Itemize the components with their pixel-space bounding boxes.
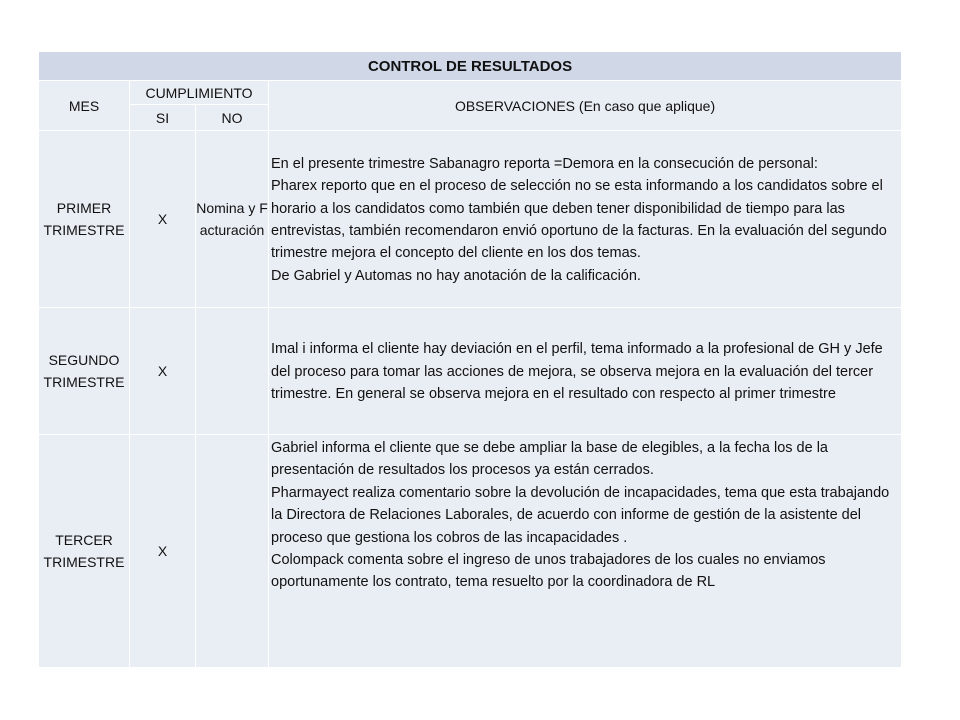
month-line2: TRIMESTRE: [43, 554, 125, 570]
no-cell: [196, 308, 269, 435]
table-row: [39, 131, 902, 308]
table-title: CONTROL DE RESULTADOS: [39, 52, 902, 81]
header-cumplimiento: CUMPLIMIENTO: [130, 81, 269, 105]
no-cell: Nomina y Facturación: [196, 131, 269, 308]
observation-text: Gabriel informa el cliente que se debe ampliar la base de elegibles, a la fecha los de la presentación de resultados los procesos ya están cerrados.: [271, 440, 828, 479]
month-cell: [39, 308, 130, 435]
month-line2: TRIMESTRE: [43, 374, 125, 390]
header-no: NO: [196, 105, 269, 131]
observation-text: Imal i informa el cliente hay deviación en el perfil, tema informado a la profesional de GH y Jefe del proceso para tomar las acciones de mejora, se observa mejora en la evaluación del tercer trimestre. En general se observa mejora en el resultado con respecto al primer trimestre: [271, 341, 883, 403]
results-control-table: [38, 51, 902, 668]
header-observaciones: OBSERVACIONES (En caso que aplique): [269, 81, 902, 131]
month-cell: [39, 435, 130, 668]
header-si: SI: [130, 105, 196, 131]
observation-text: Colompack comenta sobre el ingreso de unos trabajadores de los cuales no enviamos oportunamente los contrato, tema resuelto por la coordinadora de RL: [271, 552, 826, 591]
si-cell: X: [130, 435, 196, 668]
observation-text: Pharex reporto que en el proceso de selección no se esta informando a los candidatos sobre el horario a los candidatos como también que deben tener disponibilidad de tiempo para las entrevistas, también recomendaron envió oportuno de la facturas. En la evaluación del segundo trimestre mejora el concepto del cliente en los dos temas.: [271, 178, 887, 262]
month-cell: [39, 131, 130, 308]
table-row: [39, 435, 902, 668]
si-cell: X: [130, 308, 196, 435]
observations-cell: [269, 131, 902, 308]
header-mes: MES: [39, 81, 130, 131]
observations-cell: [269, 308, 902, 435]
observation-text: De Gabriel y Automas no hay anotación de la calificación.: [271, 267, 641, 284]
month-line2: TRIMESTRE: [43, 222, 125, 238]
no-cell: [196, 435, 269, 668]
month-line1: SEGUNDO: [48, 352, 120, 368]
observation-text: En el presente trimestre Sabanagro reporta =Demora en la consecución de personal:: [271, 155, 818, 172]
table-row: [39, 308, 902, 435]
observations-cell: [269, 435, 902, 668]
si-cell: X: [130, 131, 196, 308]
observation-text: Pharmayect realiza comentario sobre la devolución de incapacidades, tema que esta trabajando la Directora de Relaciones Laborales, de acuerdo con informe de gestión de la asistente del proceso que gestiona los cobros de las incapacidades .: [271, 484, 890, 546]
month-line1: PRIMER: [56, 200, 112, 216]
month-line1: TERCER: [55, 532, 113, 548]
